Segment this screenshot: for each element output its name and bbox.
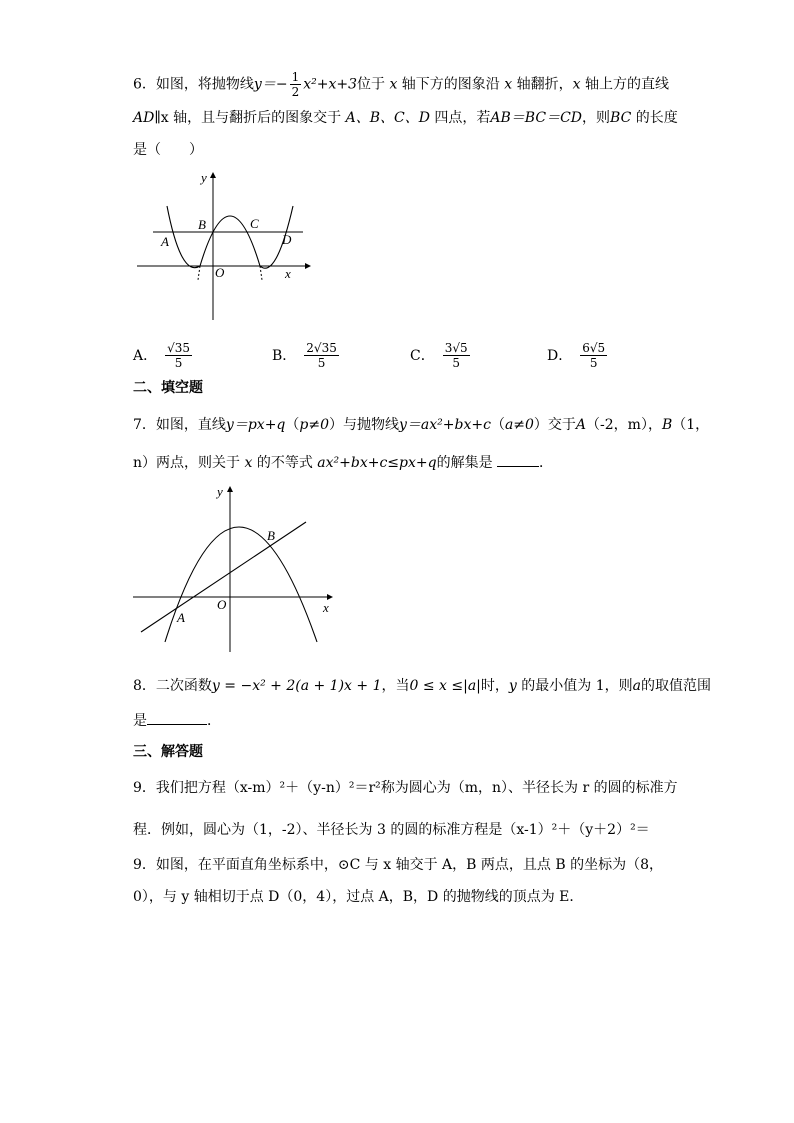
q6-choice-c-value (443, 341, 470, 370)
q7-a-cond: a≠0 (504, 417, 534, 433)
q7-line2-c: 的解集是 (436, 455, 493, 471)
q7-line2-b: 的不等式 (256, 455, 313, 471)
q6-choice-a-label: A． (133, 348, 158, 364)
q6-frac-num: 1 (291, 70, 300, 84)
q6-eq: AB＝BC＝CD (490, 110, 583, 126)
q6-y-arrow (210, 172, 216, 178)
q8-line2-end: ． (207, 713, 221, 729)
q6-text4: 轴上方的直线 (584, 76, 669, 93)
q6-label-x: x (285, 266, 291, 281)
q6-line3: 是（ ） (133, 142, 203, 158)
q8-line2 (133, 710, 221, 731)
q6-frac-den: 2 (291, 85, 300, 99)
q7-line-func: y＝px+q (225, 417, 286, 433)
q6-x3: x (572, 76, 581, 93)
section-fill-in-heading: 二、填空题 (133, 380, 203, 396)
q9a-line1: 9．我们把方程（x-m）²＋（y-n）²＝r²称为圆心为（m，n）、半径长为 r 的圆的标准方 (133, 780, 678, 796)
q6-folded-curve (167, 206, 293, 268)
q6-func-prefix: y＝− (253, 76, 288, 93)
q6-choice-c-den: 5 (452, 355, 460, 370)
q9b-line1: 9．如图，在平面直角坐标系中，⊙C 与 x 轴交于 A，B 两点，且点 B 的坐标为（8， (133, 857, 663, 873)
q6-choice-c-label: C． (410, 348, 435, 364)
q6-choice-d-label: D． (547, 348, 573, 364)
q6-choice-a-value (165, 341, 192, 370)
q7-parabola-func: y＝ax²+bx+c (399, 417, 491, 433)
q6-points: A、B、C、D (345, 110, 430, 126)
q6-line2-d: 的长度 (635, 110, 678, 126)
q8-line1-e: 的取值范围 (640, 678, 711, 694)
q7-point-a-val: （-2，m）， (586, 417, 662, 433)
q8-function: y = −x² + 2(a + 1)x + 1 (211, 678, 382, 694)
q6-choice-b-den: 5 (317, 355, 326, 370)
q7-line1 (133, 415, 709, 435)
q6-label-o: O (215, 265, 225, 280)
q7-line1-d: （ (490, 417, 505, 433)
q7-line (141, 522, 306, 632)
q6-label-d: D (282, 232, 292, 247)
q7-parabola (165, 527, 317, 642)
q6-x1: x (389, 76, 398, 93)
q7-y-arrow (227, 486, 233, 492)
q7-line1-b: （ (285, 417, 300, 433)
q7-line2-a: n）两点，则关于 (133, 455, 241, 471)
q6-choice-c[interactable] (410, 338, 472, 372)
q7-line2 (133, 452, 553, 473)
q6-dash-right (260, 266, 262, 280)
q6-choice-b-num: 2√35 (306, 340, 337, 355)
q8-line1 (133, 676, 711, 696)
q6-label-a: A (161, 234, 169, 249)
q6-line1 (133, 70, 669, 99)
q6-choice-d-value (580, 341, 607, 370)
q8-y: y (508, 678, 517, 694)
q7-line2-end: ． (539, 455, 554, 471)
q8-line1-d: 的最小值为 1，则 (521, 678, 633, 694)
q6-choice-a-num: √35 (167, 340, 191, 355)
q7-x: x (244, 455, 253, 471)
q8-line1-b: ，当 (381, 678, 410, 694)
q7-label-b: B (267, 528, 275, 543)
q6-choice-c-num: 3√5 (444, 340, 468, 355)
q8-line1-a: 8．二次函数 (133, 678, 212, 694)
q7-inequality: ax²+bx+c≤px+q (317, 455, 437, 471)
q7-answer-blank[interactable] (497, 452, 539, 467)
q7-label-x: x (323, 600, 329, 615)
q6-label-c: C (250, 216, 259, 231)
q7-point-a: A (575, 417, 587, 433)
q6-line2 (133, 108, 678, 128)
q6-choice-b-value (304, 341, 339, 370)
q7-line1-e: ）交于 (533, 417, 576, 433)
q8-line1-c: 时， (480, 678, 509, 694)
q6-ad: AD (133, 110, 155, 126)
q6-text3: 轴翻折， (516, 76, 573, 93)
q7-label-a: A (177, 610, 185, 625)
q6-choice-a[interactable] (133, 338, 194, 372)
q7-line1-c: ）与抛物线 (329, 417, 399, 433)
q7-point-b: B (661, 417, 673, 433)
q6-graph (133, 168, 313, 328)
q6-line2-a: ∥x 轴，且与翻折后的图象交于 (154, 110, 342, 126)
q6-choice-d-num: 6√5 (582, 340, 606, 355)
q6-choice-d-den: 5 (589, 355, 598, 370)
q7-label-y: y (217, 484, 223, 499)
q7-point-b-val: （1， (672, 417, 710, 433)
q6-x2: x (504, 76, 513, 93)
q6-choice-d[interactable] (547, 338, 609, 372)
q6-dash-left (198, 266, 200, 280)
q6-func-rest: x²+x+3 (303, 76, 357, 93)
q8-answer-blank[interactable] (147, 710, 207, 725)
q6-text2: 轴下方的图象沿 (401, 76, 500, 93)
q6-choice-a-den: 5 (174, 355, 183, 370)
q6-text1: 位于 (356, 76, 385, 93)
q8-line2-a: 是 (133, 713, 147, 729)
q6-choice-b[interactable] (272, 338, 341, 372)
q6-label-b: B (198, 217, 206, 232)
section-answer-heading: 三、解答题 (133, 744, 203, 760)
q7-line1-a: 7．如图，直线 (133, 417, 226, 433)
q6-choice-b-label: B． (272, 348, 297, 364)
q6-bc: BC (610, 110, 632, 126)
q6-line2-b: 四点，若 (434, 110, 491, 126)
q8-condition: 0 ≤ x ≤|a| (409, 678, 481, 694)
q6-line2-c: ，则 (582, 110, 611, 126)
q7-label-o: O (217, 597, 227, 612)
q8-a: a (632, 678, 641, 694)
q7-p-cond: p≠0 (299, 417, 329, 433)
q6-label-y: y (201, 170, 207, 185)
q6-fraction (290, 70, 302, 99)
q6-number: 6．如图，将抛物线 (133, 76, 254, 93)
q9a-line2: 程．例如，圆心为（1，-2）、半径长为 3 的圆的标准方程是（x-1）²＋（y＋2）²＝ (133, 822, 650, 838)
q6-x-arrow (305, 263, 311, 269)
q7-graph (133, 482, 343, 654)
q9b-line2: 0），与 y 轴相切于点 D（0，4），过点 A，B，D 的抛物线的顶点为 E． (133, 889, 584, 905)
